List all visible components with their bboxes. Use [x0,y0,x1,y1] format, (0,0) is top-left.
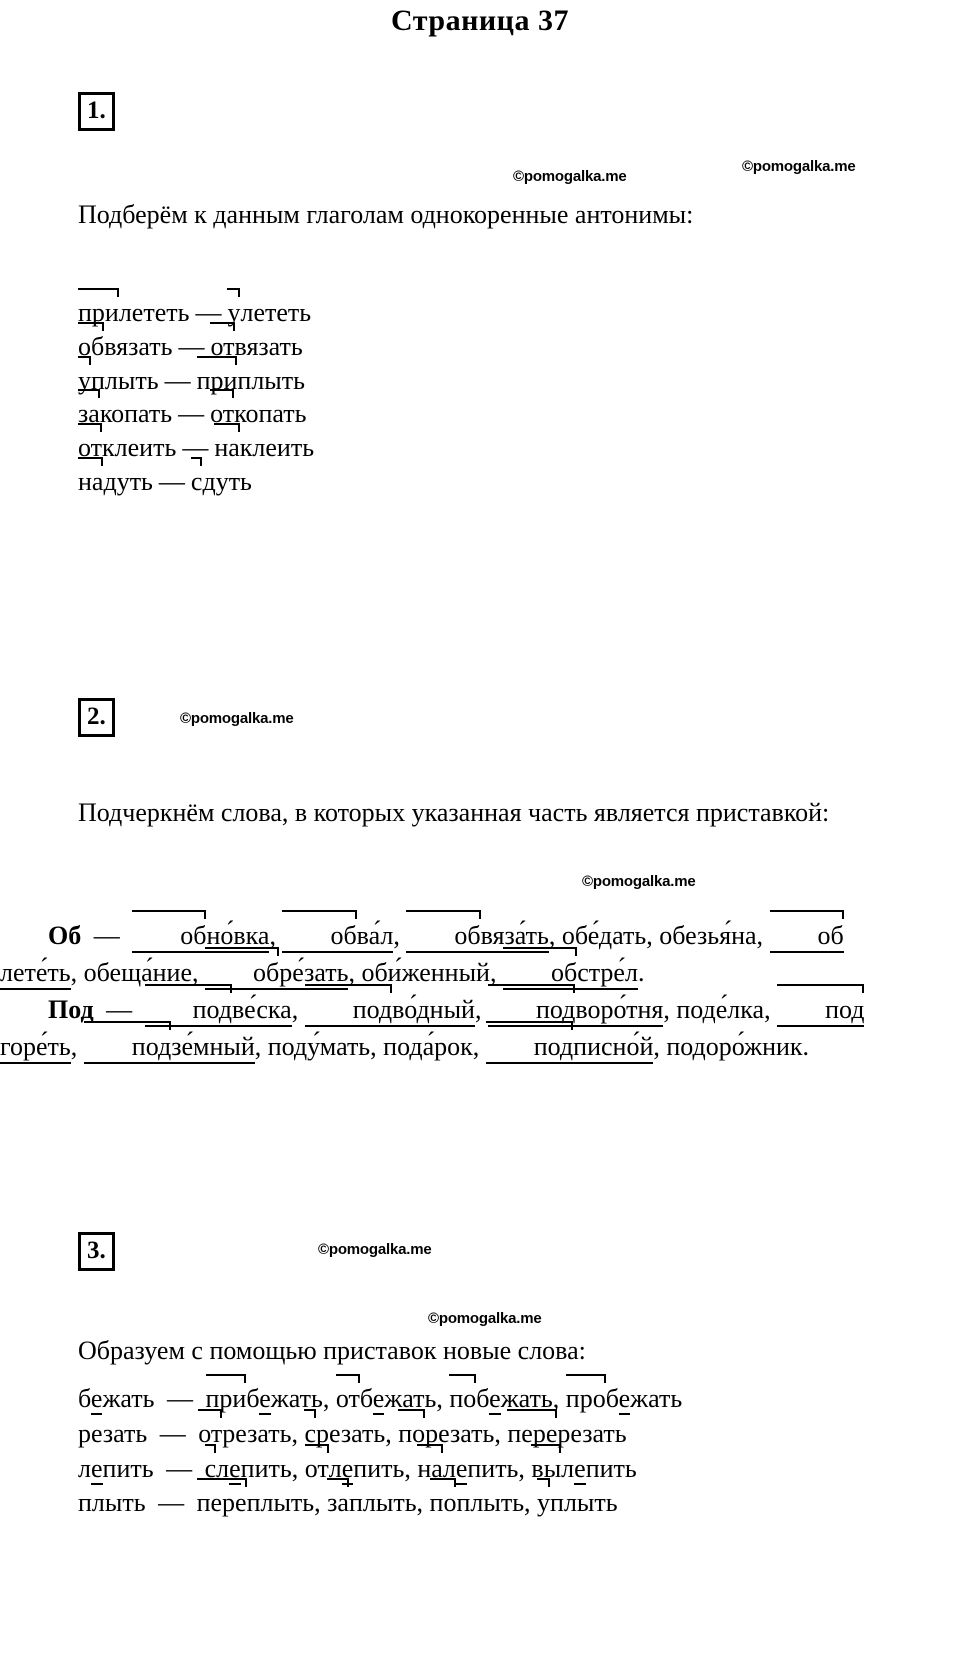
derived-after: пить [240,1453,292,1483]
root-letter-underline: е [229,1453,241,1483]
derived-word [305,1454,405,1483]
pair-dash: — [182,433,209,463]
word-separator: , [436,1384,450,1413]
word-stem: копать [99,399,173,429]
word-separator: , [548,921,562,950]
word-separator: , [494,1418,508,1448]
derived-before: б [359,1384,373,1413]
antonym-pair-row [0,296,900,330]
word-separator: , [291,1453,305,1483]
antonym-pair-row [0,465,900,499]
row-dash: — [153,1418,193,1448]
word-stem: но́вка [206,921,270,950]
row-dash: — [151,1488,191,1518]
derived-word [398,1419,494,1448]
derived-before: л [328,1453,342,1483]
prefix-group [0,918,900,992]
watermark: ©pomogalka.me [318,1241,432,1258]
prefix-marker: от [78,431,102,465]
word-separator: , [416,1488,430,1518]
word-stem: стре́л [577,957,638,987]
prefix-marker: об [78,330,104,364]
derived-before: л [216,1453,230,1483]
derivation-row [0,1452,900,1487]
prefix-group-label: Под [48,994,94,1024]
derived-after: жать [384,1384,437,1413]
pair-dash: — [195,298,222,327]
root-letter-underline: е [90,1453,103,1483]
word-separator: , [314,1488,328,1518]
base-word [78,1419,147,1448]
word-separator: , [385,1418,399,1448]
prefix-marker: про [566,1382,606,1417]
word-separator: , [322,1384,336,1413]
prefix-marker: от [198,1417,222,1452]
prefix-group [0,992,900,1066]
word-stem: писно́й [573,1031,654,1061]
derived-after: жать [630,1384,683,1413]
derived-after: пить [353,1453,405,1483]
pair-dash: — [164,365,191,395]
root-letter-underline: е [90,1384,103,1413]
prefix-marker: по [449,1382,476,1417]
prefix-group-label: Об [48,921,82,950]
base-before: л [78,1453,91,1483]
derivation-row [0,1417,900,1452]
prefix-marker: под [486,1029,573,1066]
word-stem: вязать [234,331,303,361]
root-letter-underline: е [618,1384,631,1413]
prefix-word [659,921,756,950]
row-dash: — [159,1453,199,1483]
word-separator: , [70,957,84,987]
prefix-marker: на [78,465,103,499]
derived-after: резать [425,1418,495,1448]
word-stem: горе́ть [0,1031,71,1061]
prefix-marker: от [336,1382,360,1417]
pair-dash: — [178,331,205,361]
derived-word [327,1488,416,1517]
watermark: ©pomogalka.me [582,873,696,890]
exercise-2-number-row [0,698,900,738]
word-stem: оби́женный [361,957,490,987]
word-separator: , [518,1453,532,1483]
word-separator: , [291,1418,305,1448]
exercise-2-intro-block [0,798,900,828]
root-letter-underline: е [341,1453,354,1483]
prefix-marker: об [503,955,577,992]
base-word [78,1488,146,1517]
derived-word [197,1488,315,1517]
prefix-marker: с [304,1417,316,1452]
word-separator: , [764,994,778,1024]
derived-before: л [561,1453,575,1483]
derived-after: плыть [456,1488,525,1518]
derived-word [507,1419,626,1448]
prefix-word [666,1032,802,1061]
word-separator: , [70,1031,84,1061]
word-separator: . [802,1031,810,1061]
exercise-3-rows [0,1382,900,1521]
base-after: плыть [78,1488,146,1518]
prefix-marker: под [305,992,392,1029]
word-stem: копать [234,399,307,429]
prefix-marker: под [84,1029,171,1066]
derived-word [430,1488,525,1517]
word-stem: воро́тня [575,994,664,1024]
prefix-marker: от [210,330,234,364]
prefix-marker: по [430,1486,457,1521]
base-word [78,1454,154,1485]
derived-after: резать [316,1418,386,1448]
word-stem: обезья́на [659,921,757,950]
word-stem: лететь [118,298,190,327]
derived-after: пить [467,1453,519,1483]
base-after: жать [102,1384,155,1413]
root-letter-underline: е [574,1453,586,1483]
prefix-word [383,1032,473,1061]
row-dash: — [160,1384,200,1413]
prefix-marker: на [417,1452,442,1487]
antonym-word-right [191,467,252,496]
base-after: резать [78,1418,148,1448]
word-stem: ре́зать [279,957,349,987]
word-separator: , [489,957,503,987]
word-stem: во́дный [392,994,475,1024]
word-separator: , [756,921,770,950]
prefix-word [84,1032,255,1064]
word-separator: , [472,1031,486,1061]
prefix-marker: с [191,465,203,499]
exercise-3-number: 3. [78,1232,115,1271]
exercise-1-intro: Подберём к данным глаголам однокоренные антонимы: [78,200,694,229]
word-stem: поде́лка [676,994,765,1024]
word-separator: , [524,1488,538,1518]
root-letter-underline: е [259,1384,271,1413]
derived-word [566,1384,682,1413]
prefix-marker: на [214,431,239,465]
word-stem: плыть [91,365,159,395]
word-separator: , [404,1453,418,1483]
derived-before: б [476,1384,490,1413]
word-separator: , [474,994,488,1024]
pair-dash: — [158,466,185,496]
word-separator: , [269,921,283,950]
antonym-pair-row [0,330,900,364]
prefix-marker: от [305,1452,329,1487]
antonym-pair-row [0,364,900,398]
group-dash: — [87,921,127,950]
exercise-3-intro: Образуем с помощью приставок новые слова: [78,1336,586,1365]
group-dash: — [99,994,139,1024]
exercise-1-number: 1. [78,92,115,131]
prefix-word [84,958,192,987]
word-stem: вязать [104,331,173,361]
prefix-marker: при [206,1382,247,1417]
prefix-word [562,921,646,950]
root-letter-underline: е [455,1453,468,1483]
antonym-word-left [78,332,172,361]
exercise-2-intro: Подчеркнём слова, в которых указанная часть является приставкой: [78,798,830,827]
prefix-marker: под [488,992,575,1029]
prefix-marker: у [537,1486,550,1521]
pair-dash: — [178,399,205,429]
derivation-row [0,1486,900,1521]
prefix-marker: при [78,296,119,330]
exercise-3-number-row [0,1232,900,1272]
exercise-3-intro-block [0,1336,900,1366]
word-stem: дуть [202,466,252,496]
exercise-2 [0,698,900,738]
prefix-marker: за [78,397,100,431]
word-stem: дуть [103,466,153,496]
antonym-pair-row [0,397,900,431]
root-letter-underline: е [372,1384,385,1413]
exercise-1-intro-block [0,200,900,230]
word-separator: , [370,1031,384,1061]
antonym-pair-row [0,431,900,465]
word-stem: лете́ть [0,957,71,987]
derived-before: б [605,1384,619,1413]
prefix-word [282,921,393,953]
exercise-1-pairs [0,296,900,499]
prefix-word [486,1032,654,1064]
derived-before: б [246,1384,260,1413]
word-separator: , [348,957,362,987]
word-stem: ве́ска [232,994,292,1024]
exercise-2-groups [0,918,900,1066]
prefix-marker: об [770,918,844,955]
word-stem: ва́л [356,921,394,950]
prefix-marker: с [205,1452,217,1487]
prefix-word [268,1032,370,1061]
watermark: ©pomogalka.me [513,168,627,185]
word-separator: , [192,957,205,987]
word-separator: , [393,921,407,950]
exercise-3 [0,1232,900,1272]
prefix-marker: об [406,918,480,955]
exercise-1 [0,92,900,132]
derived-after: плыть [550,1488,618,1518]
prefix-marker: у [78,364,91,398]
prefix-marker: об [205,955,279,992]
word-stem: плыть [237,365,305,395]
word-stem: обеща́ние [83,957,192,987]
word-separator: , [653,1031,667,1061]
base-after: пить [102,1453,154,1483]
prefix-word [676,995,764,1024]
word-stem: клеить [239,433,315,463]
prefix-marker: под [777,992,864,1029]
word-separator: , [663,994,677,1024]
antonym-word-left [78,467,153,496]
antonym-word-right [214,433,314,462]
word-separator: , [552,1384,566,1413]
prefix-marker: пере [507,1417,557,1452]
word-separator: , [291,994,305,1024]
word-stem: лететь [240,298,312,327]
watermark: ©pomogalka.me [742,158,856,175]
prefix-word [361,958,490,987]
word-stem: зе́мный [171,1031,255,1061]
exercise-2-number: 2. [78,698,115,737]
prefix-marker: пере [197,1486,247,1521]
prefix-marker: об [132,918,206,955]
prefix-word [305,995,475,1027]
word-separator: , [254,1031,268,1061]
word-stem: подоро́жник [666,1031,803,1061]
prefix-marker: по [398,1417,425,1452]
word-stem: вяза́ть [480,921,549,950]
derived-after: плыть [246,1488,315,1518]
word-stem: поду́мать [267,1031,371,1061]
derived-after: жать [500,1384,553,1413]
watermark: ©pomogalka.me [180,710,294,727]
derived-after: резать [557,1418,627,1448]
prefix-marker: от [210,397,234,431]
word-stem: пода́рок [383,1031,473,1061]
antonym-word-right [227,298,311,327]
base-word [78,1384,155,1415]
derived-after: резать [222,1418,292,1448]
root-letter-underline: е [489,1384,501,1413]
word-separator: . [637,957,645,987]
prefix-marker: у [227,296,240,330]
word-stem: клеить [102,433,177,463]
prefix-marker: под [145,992,232,1029]
prefix-marker: об [282,918,356,955]
derivation-row [0,1382,900,1417]
word-separator: , [646,921,660,950]
prefix-marker: при [197,364,238,398]
exercise-1-number-row [0,92,900,132]
derived-before: л [442,1453,456,1483]
derived-after: жать [270,1384,323,1413]
page-title: Страница 37 [391,4,569,37]
derived-after: пить [585,1453,637,1483]
prefix-marker: за [327,1486,349,1521]
prefix-marker: вы [531,1452,561,1487]
base-before: б [78,1384,91,1413]
derived-after: плыть [348,1488,417,1518]
word-stem: обе́дать [561,921,647,950]
watermark: ©pomogalka.me [428,1310,542,1327]
derived-word [537,1488,618,1517]
